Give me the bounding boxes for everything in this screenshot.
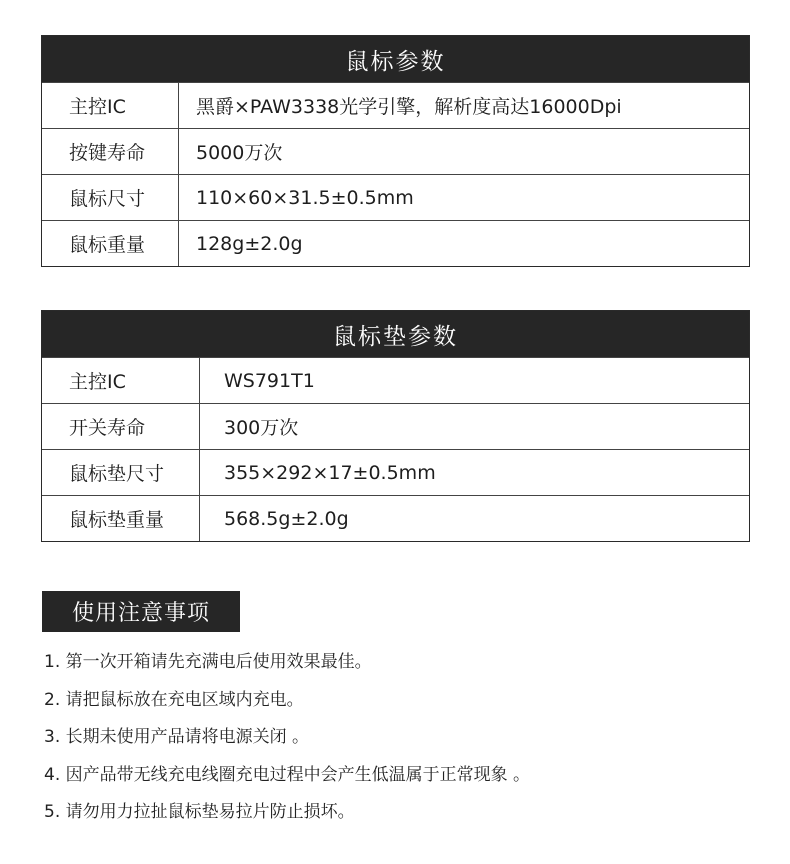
row-label-main-ic: 主控IC [42, 358, 200, 403]
row-label-mouse-weight: 鼠标重量 [42, 221, 179, 266]
notes-list [44, 645, 530, 833]
table-row [42, 174, 749, 220]
row-value-pad-weight: 568.5g±2.0g [224, 507, 349, 530]
row-label-main-ic: 主控IC [42, 83, 179, 128]
row-value-switch-life: 300万次 [224, 417, 299, 439]
list-item: 3. 长期未使用产品请将电源关闭 。 [44, 727, 310, 747]
row-label-pad-size: 鼠标垫尺寸 [42, 450, 200, 495]
table-row [42, 128, 749, 174]
row-label-switch-life: 开关寿命 [42, 404, 200, 449]
pad-params-title: 鼠标垫参数 [42, 311, 749, 357]
table-row [42, 82, 749, 128]
table-row [42, 449, 749, 495]
list-item: 5. 请勿用力拉扯鼠标垫易拉片防止损坏。 [44, 802, 355, 822]
table-row [42, 357, 749, 403]
mouse-params-table [41, 35, 750, 267]
row-value-main-ic: 黑爵×PAW3338光学引擎，解析度高达16000Dpi [196, 96, 622, 118]
row-value-main-ic: WS791T1 [224, 369, 315, 392]
row-value-pad-size: 355×292×17±0.5mm [224, 461, 436, 484]
row-label-button-life: 按键寿命 [42, 129, 179, 174]
notes-title: 使用注意事项 [42, 591, 240, 632]
row-value-mouse-size: 110×60×31.5±0.5mm [196, 186, 414, 209]
row-label-mouse-size: 鼠标尺寸 [42, 175, 179, 220]
list-item: 2. 请把鼠标放在充电区域内充电。 [44, 689, 304, 710]
mouse-params-title: 鼠标参数 [42, 36, 749, 82]
table-row [42, 403, 749, 449]
pad-params-table [41, 310, 750, 542]
table-row [42, 220, 749, 266]
row-value-button-life: 5000万次 [196, 142, 283, 164]
list-item: 1. 第一次开箱请先充满电后使用效果最佳。 [44, 652, 372, 672]
row-label-pad-weight: 鼠标垫重量 [42, 496, 200, 541]
list-item: 4. 因产品带无线充电线圈充电过程中会产生低温属于正常现象 。 [44, 764, 531, 785]
table-row [42, 495, 749, 541]
row-value-mouse-weight: 128g±2.0g [196, 232, 303, 255]
